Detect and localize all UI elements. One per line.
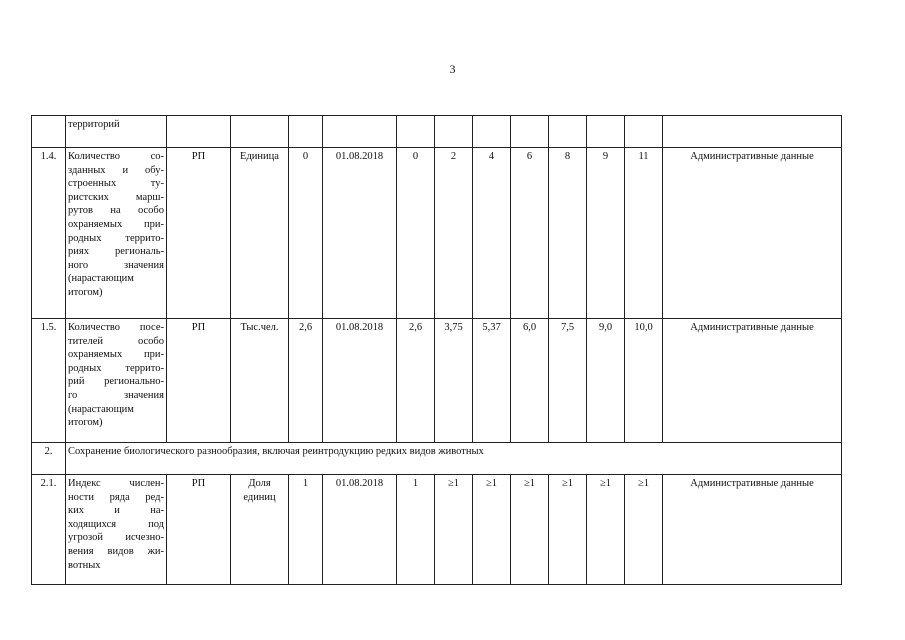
- year-value-cell: ≥1: [473, 475, 511, 585]
- year-value-cell: 6,0: [511, 319, 549, 443]
- indicator-name-line: ности ряда ред-: [68, 491, 164, 503]
- base-date-cell: 01.08.2018: [323, 475, 397, 585]
- year-value-cell: [625, 116, 663, 148]
- year-value-cell: 0: [397, 148, 435, 319]
- row-number: [32, 116, 66, 148]
- indicator-name-line: Количество посе-: [68, 322, 164, 333]
- indicator-name: [66, 148, 167, 319]
- year-value-cell: 11: [625, 148, 663, 319]
- table-row: [32, 443, 842, 475]
- year-value-cell: [397, 116, 435, 148]
- indicator-name-line: строенных ту-: [68, 178, 164, 190]
- indicator-name-line: Индекс числен-: [68, 478, 164, 489]
- year-value-cell: 9,0: [587, 319, 625, 443]
- year-value-cell: [435, 116, 473, 148]
- base-date-cell: 01.08.2018: [323, 319, 397, 443]
- level-cell: РП: [167, 319, 231, 443]
- source-cell: Административные данные: [663, 148, 842, 319]
- source-cell: [663, 116, 842, 148]
- base-date-cell: [323, 116, 397, 148]
- row-number: 1.5.: [32, 319, 66, 443]
- indicator-name-line: ходящихся под: [68, 518, 164, 530]
- table-row: [32, 475, 842, 585]
- unit-cell: Тыс.чел.: [231, 319, 289, 443]
- row-number: 2.1.: [32, 475, 66, 585]
- level-cell: [167, 116, 231, 148]
- indicator-name-line: вения видов жи-: [68, 545, 164, 557]
- table-row: [32, 148, 842, 319]
- indicator-name-line: рутов на особо: [68, 205, 164, 217]
- table-row: [32, 319, 842, 443]
- indicator-name-line: родных террито-: [68, 232, 164, 244]
- year-value-cell: [511, 116, 549, 148]
- indicator-name: [66, 116, 167, 148]
- year-value-cell: [549, 116, 587, 148]
- base-value-cell: 2,6: [289, 319, 323, 443]
- year-value-cell: 2,6: [397, 319, 435, 443]
- row-number: 2.: [32, 443, 66, 475]
- indicator-name-line: ких и на-: [68, 505, 164, 517]
- row-number: 1.4.: [32, 148, 66, 319]
- year-value-cell: ≥1: [625, 475, 663, 585]
- year-value-cell: [587, 116, 625, 148]
- indicator-name-line: итогом): [68, 417, 103, 429]
- year-value-cell: 3,75: [435, 319, 473, 443]
- indicators-table: [31, 115, 842, 585]
- unit-cell: [231, 116, 289, 148]
- indicator-name-line: родных террито-: [68, 362, 164, 374]
- year-value-cell: 7,5: [549, 319, 587, 443]
- indicator-name-line: го значения: [68, 389, 164, 401]
- indicator-name-line: рий регионально-: [68, 376, 164, 388]
- indicator-name-line: ного значения: [68, 259, 164, 271]
- base-value-cell: 1: [289, 475, 323, 585]
- year-value-cell: 1: [397, 475, 435, 585]
- source-cell: Административные данные: [663, 319, 842, 443]
- table-row: [32, 116, 842, 148]
- indicator-name-line: итогом): [68, 286, 103, 298]
- indicator-name-line: Количество со-: [68, 151, 164, 162]
- year-value-cell: 6: [511, 148, 549, 319]
- level-cell: РП: [167, 148, 231, 319]
- indicator-name-line: (нарастающим: [68, 273, 134, 285]
- indicator-name-line: тителей особо: [68, 335, 164, 347]
- source-cell: Административные данные: [663, 475, 842, 585]
- year-value-cell: 4: [473, 148, 511, 319]
- indicator-name: [66, 475, 167, 585]
- unit-cell: Единица: [231, 148, 289, 319]
- indicator-name-line: вотных: [68, 559, 101, 571]
- year-value-cell: ≥1: [511, 475, 549, 585]
- unit-cell: Доля единиц: [231, 475, 289, 585]
- level-cell: РП: [167, 475, 231, 585]
- indicator-name-line: территорий: [68, 119, 120, 130]
- base-value-cell: 0: [289, 148, 323, 319]
- year-value-cell: 9: [587, 148, 625, 319]
- indicator-name-line: охраняемых при-: [68, 349, 164, 361]
- year-value-cell: ≥1: [435, 475, 473, 585]
- year-value-cell: 5,37: [473, 319, 511, 443]
- year-value-cell: 2: [435, 148, 473, 319]
- year-value-cell: ≥1: [549, 475, 587, 585]
- indicator-name-line: угрозой исчезно-: [68, 532, 164, 544]
- section-title: Сохранение биологического разнообразия, включая реинтродукцию редких видов животных: [66, 443, 842, 475]
- year-value-cell: 8: [549, 148, 587, 319]
- indicator-name-line: риях региональ-: [68, 246, 164, 258]
- indicator-name-line: ристских марш-: [68, 191, 164, 203]
- indicator-name-line: зданных и обу-: [68, 164, 164, 176]
- indicator-name: [66, 319, 167, 443]
- base-date-cell: 01.08.2018: [323, 148, 397, 319]
- year-value-cell: ≥1: [587, 475, 625, 585]
- page-number: 3: [449, 62, 456, 76]
- year-value-cell: 10,0: [625, 319, 663, 443]
- base-value-cell: [289, 116, 323, 148]
- indicator-name-line: (нарастающим: [68, 403, 134, 415]
- year-value-cell: [473, 116, 511, 148]
- indicator-name-line: охраняемых при-: [68, 218, 164, 230]
